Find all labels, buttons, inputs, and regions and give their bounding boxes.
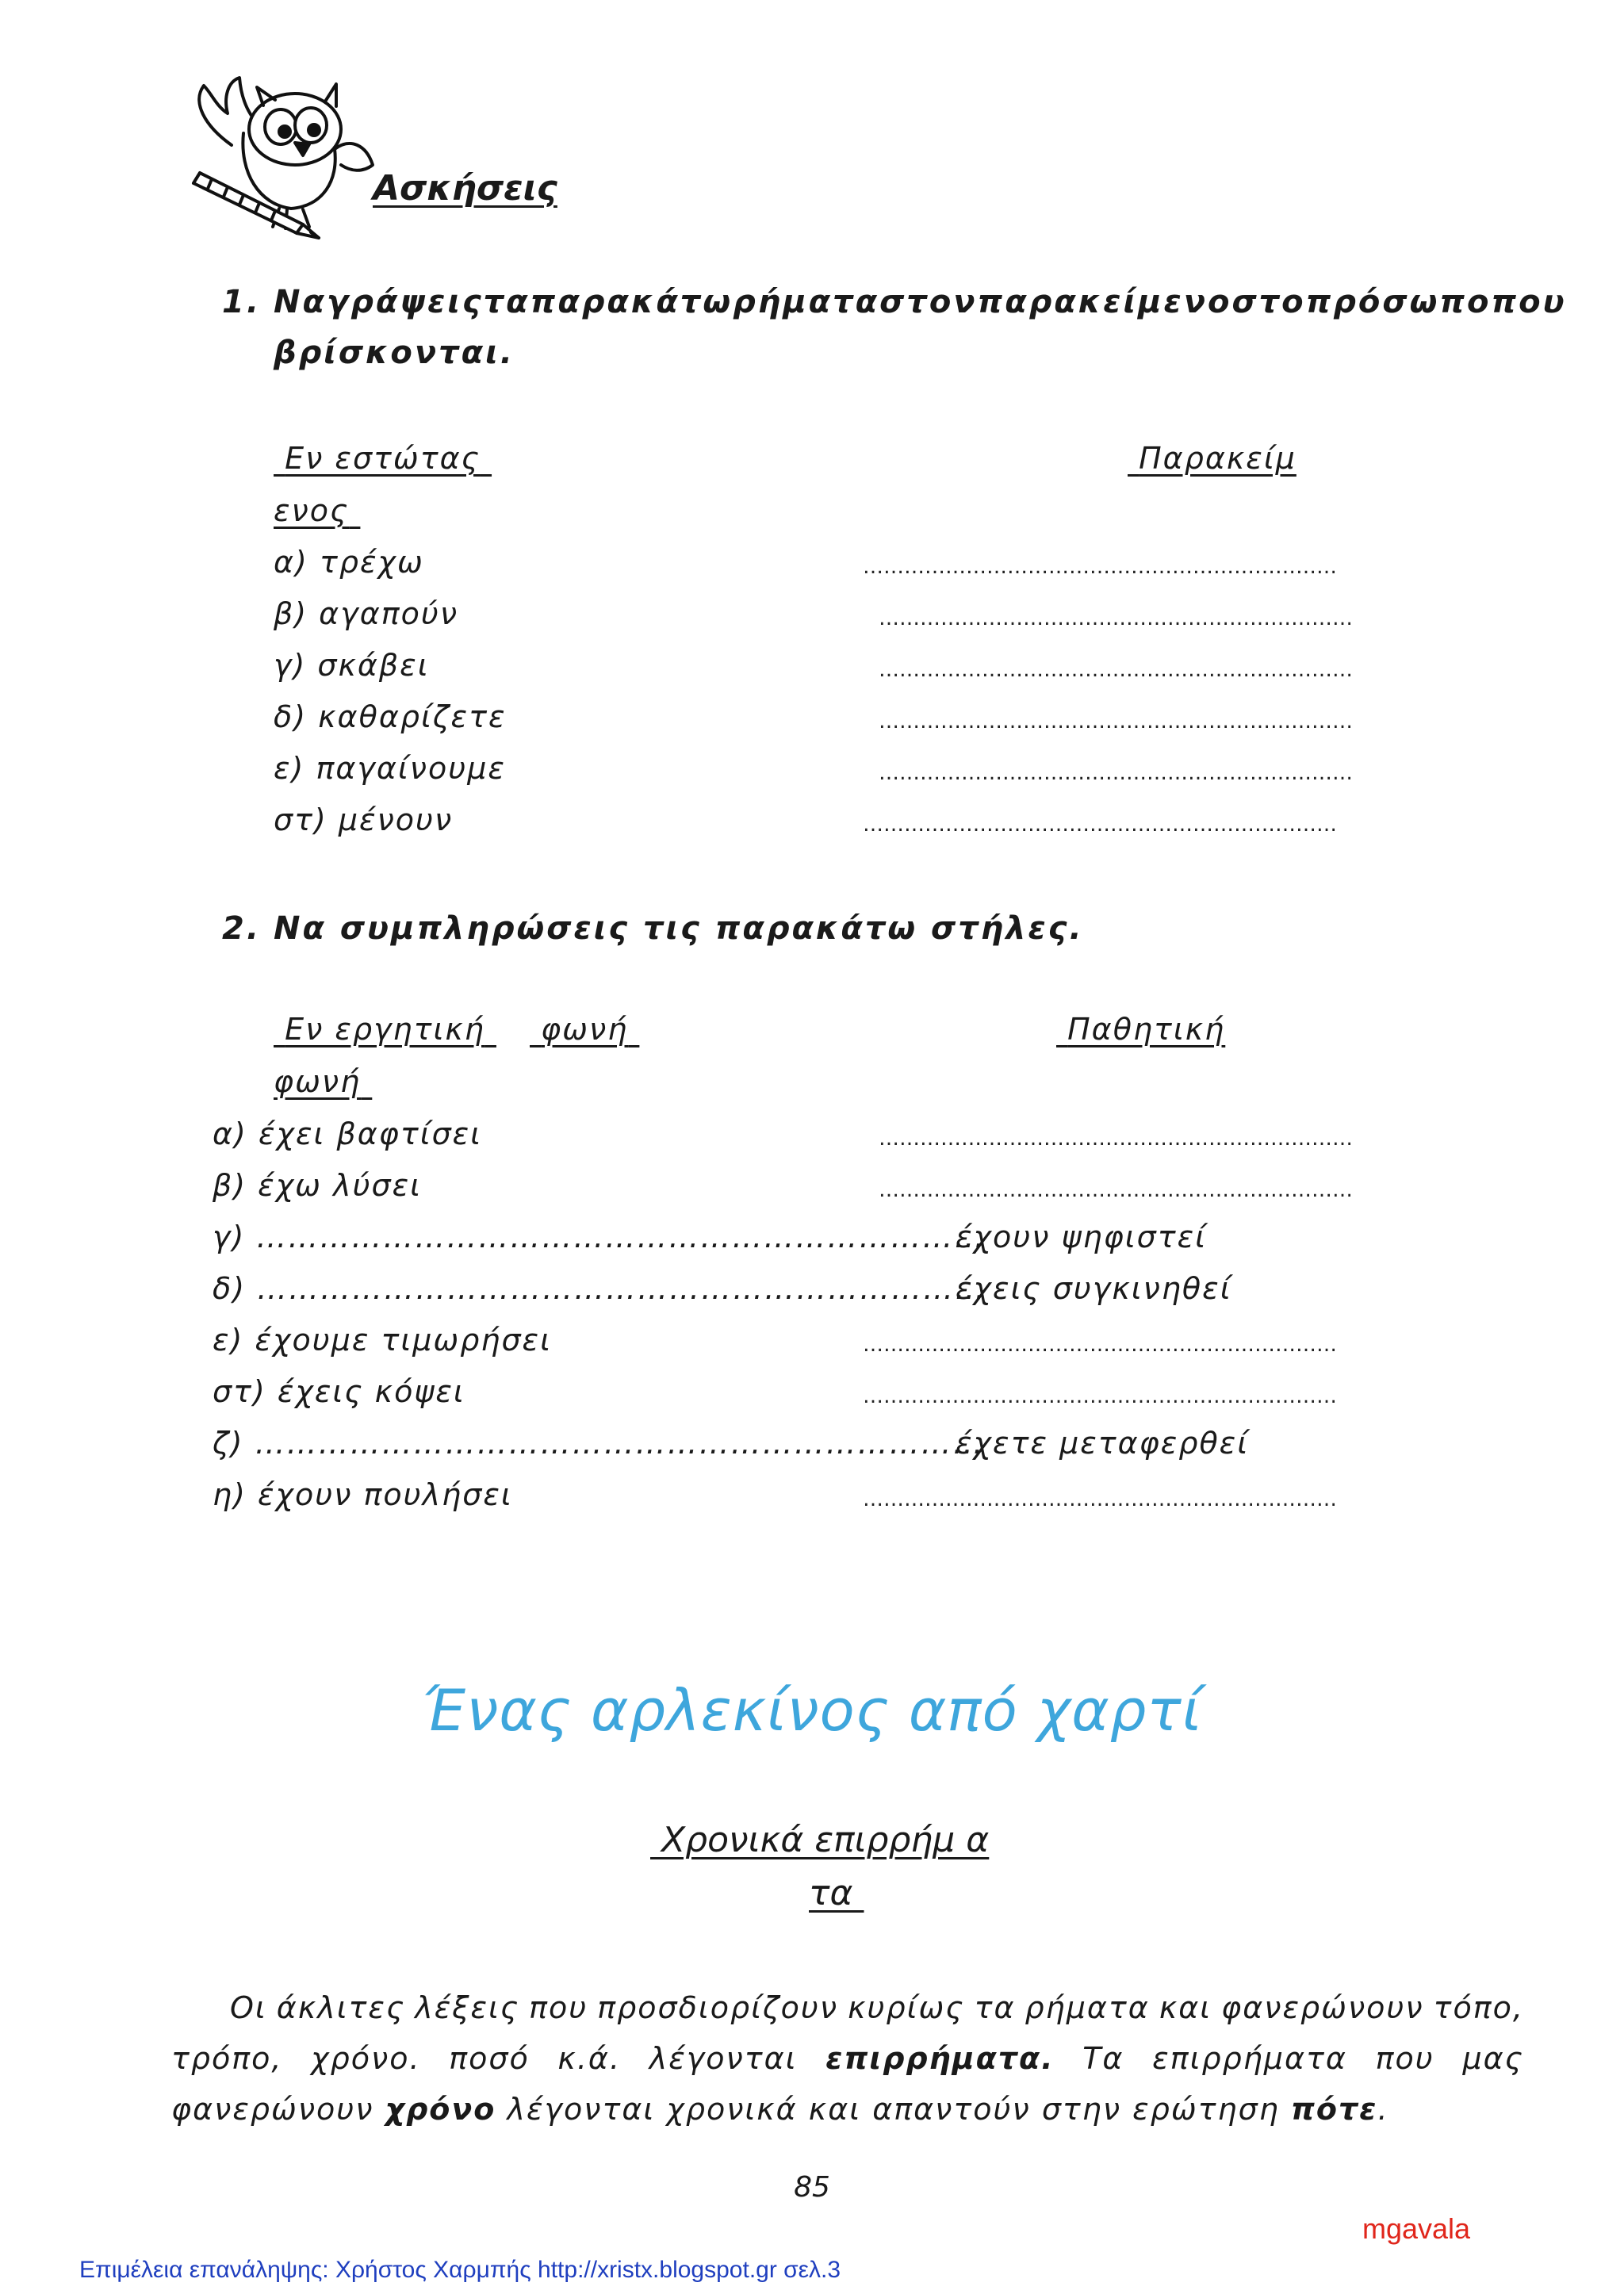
exercise-1-answer-line[interactable]: …………………………………………………………… — [863, 813, 1337, 837]
footer-credit: Επιμέλεια επανάληψης: Χρήστος Χαρμπής http://xristx.blogspot.gr σελ.3 — [79, 2257, 841, 2283]
paragraph-word: Τα — [1082, 2041, 1124, 2076]
exercise-1-instruction-line-1 — [274, 284, 1567, 320]
exercise-2-left-cell: στ) έχεις κόψει — [213, 1374, 465, 1409]
paragraph-word: άκλιτες — [276, 1990, 406, 2025]
paragraph-word: κ.ά. — [557, 2041, 622, 2076]
exercise-2-left-cell: ε) έχουμε τιμωρήσει — [213, 1323, 552, 1358]
paragraph-word: τόπο, — [1433, 1990, 1524, 2025]
paragraph-word: που — [529, 1990, 588, 2025]
exercise-2-right-column-header: Παθητική — [1067, 1012, 1226, 1047]
exercise-2-number: 2. — [222, 910, 262, 947]
paragraph-bold-word: πότε — [1290, 2092, 1378, 2127]
paragraph-word: τρόπο, — [171, 2041, 283, 2076]
exercise-2-right-cell: έχετε μεταφερθεί — [956, 1426, 1250, 1461]
exercise-2-answer-line[interactable]: …………………………………………………………… — [879, 1178, 1353, 1202]
exercise-2-right-cell: έχουν ψηφιστεί — [956, 1220, 1208, 1254]
instruction-word: τα — [483, 284, 530, 320]
exercise-1-instruction-line-2: βρίσκονται. — [274, 335, 515, 371]
exercise-1-left-column-header: Εν εστώτας — [285, 441, 481, 476]
paragraph-word: κυρίως — [848, 1990, 965, 2025]
owl-with-pencil-icon — [184, 70, 382, 248]
section-subtitle-continued: τα — [809, 1873, 853, 1913]
page-heading: Ασκήσεις — [373, 168, 557, 209]
exercise-1-item-label: ε) παγαίνουμε — [274, 751, 506, 786]
exercise-1-item-label: β) αγαπούν — [274, 596, 459, 631]
exercise-1-answer-line[interactable]: …………………………………………………………… — [879, 658, 1353, 682]
section-subtitle: Χρονικά επιρρήμ α — [661, 1820, 990, 1860]
exercise-2-right-cell: έχεις συγκινηθεί — [956, 1271, 1232, 1306]
exercise-2-left-cell: α) έχει βαφτίσει — [213, 1116, 483, 1151]
exercise-2-answer-line[interactable]: …………………………………………………………… — [863, 1488, 1337, 1511]
author-watermark: mgavala — [1362, 2212, 1471, 2245]
paragraph-word: μας — [1462, 2041, 1524, 2076]
page-number: 85 — [794, 2171, 830, 2204]
paragraph-line-3: φανερώνουν χρόνο λέγονται χρονικά και απαντούν στην ερώτηση πότε. — [171, 2092, 1389, 2127]
exercise-1-answer-line[interactable]: …………………………………………………………… — [879, 607, 1353, 630]
exercise-2-answer-line[interactable]: …………………………………………………………… — [879, 1127, 1353, 1151]
paragraph-word: λέγονται — [649, 2041, 798, 2076]
exercise-1-answer-line[interactable]: …………………………………………………………… — [879, 761, 1353, 785]
paragraph-word: που — [1375, 2041, 1434, 2076]
exercise-1-item-label: δ) καθαρίζετε — [274, 699, 507, 734]
paragraph-bold-word: χρόνο — [385, 2092, 496, 2127]
exercise-1-item-label: γ) σκάβει — [274, 648, 430, 683]
instruction-word: Να — [274, 284, 327, 320]
exercise-2-instruction: Να συμπληρώσεις τις παρακάτω στήλες. — [274, 910, 1084, 947]
exercise-2-left-column-header-b: φωνή — [541, 1012, 629, 1047]
exercise-2-left-cell: β) έχω λύσει — [213, 1168, 423, 1203]
instruction-word: παρακείμενο — [977, 284, 1232, 320]
exercise-1-number: 1. — [222, 284, 262, 320]
exercise-2-left-cell: η) έχουν πουλήσει — [213, 1477, 513, 1512]
exercise-2-answer-line[interactable]: δ) …………………………………………………………… — [213, 1271, 987, 1306]
instruction-word: γράψεις — [326, 284, 484, 320]
paragraph-word: ποσό — [449, 2041, 530, 2076]
exercise-2-left-column-header: Εν εργητική — [285, 1012, 485, 1047]
paragraph-word: ρήματα — [1025, 1990, 1150, 2025]
paragraph-line-2 — [171, 2041, 1524, 2076]
paragraph-word: χρόνο. — [311, 2041, 421, 2076]
instruction-word: παρακάτω — [530, 284, 733, 320]
exercise-2-answer-line[interactable]: …………………………………………………………… — [863, 1333, 1337, 1357]
paragraph-word: και — [1159, 1990, 1212, 2025]
paragraph-word: Οι — [230, 1990, 267, 2025]
paragraph-word: προσδιορίζουν — [597, 1990, 839, 2025]
exercise-1-right-column-header-continued: ενος — [274, 493, 350, 528]
paragraph-word: φανερώνουν — [1221, 1990, 1424, 2025]
instruction-word: στο — [1231, 284, 1306, 320]
exercise-2-answer-line[interactable]: ζ) …………………………………………………………… — [213, 1426, 985, 1461]
exercise-2-right-column-header-continued: φωνή — [274, 1064, 362, 1099]
paragraph-word: λέξεις — [415, 1990, 520, 2025]
exercise-2-answer-line[interactable]: …………………………………………………………… — [863, 1384, 1337, 1408]
paragraph-word: τα — [974, 1990, 1016, 2025]
instruction-word: ρήματα — [733, 284, 880, 320]
exercise-1-item-label: στ) μένουν — [274, 802, 454, 837]
instruction-word: που — [1491, 284, 1567, 320]
exercise-2-answer-line[interactable]: γ) …………………………………………………………… — [213, 1220, 986, 1254]
instruction-word: στον — [879, 284, 978, 320]
paragraph-line-1 — [230, 1990, 1524, 2025]
paragraph-word: επιρρήματα — [1152, 2041, 1347, 2076]
exercise-1-item-label: α) τρέχω — [274, 545, 424, 580]
instruction-word: πρόσωπο — [1305, 284, 1492, 320]
exercise-1-answer-line[interactable]: …………………………………………………………… — [879, 710, 1353, 733]
exercise-1-answer-line[interactable]: …………………………………………………………… — [863, 555, 1337, 579]
story-title: Ένας αρλεκίνος από χαρτί — [421, 1677, 1203, 1744]
paragraph-bold-word: επιρρήματα. — [825, 2041, 1055, 2076]
exercise-1-right-column-header: Παρακείμ — [1139, 441, 1297, 476]
